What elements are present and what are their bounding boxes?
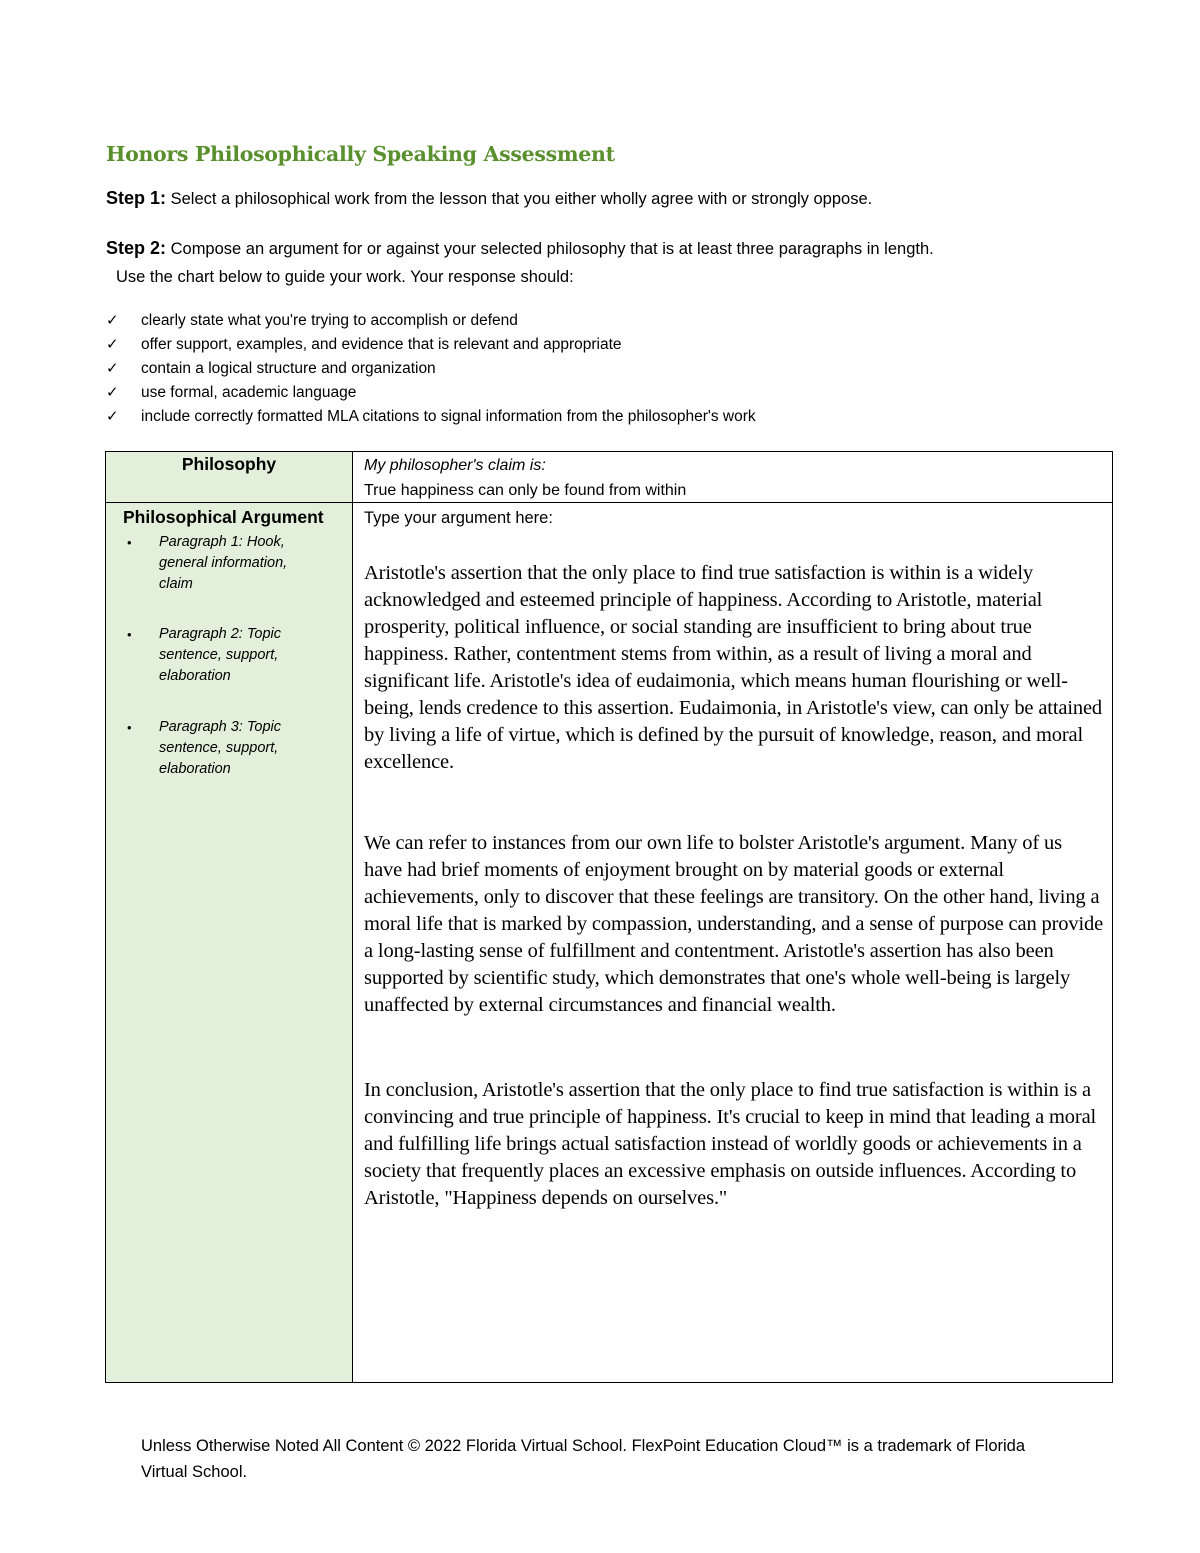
step-2	[106, 238, 934, 259]
checkmark-icon: ✓	[106, 336, 119, 353]
guide-item	[123, 717, 323, 780]
checklist-item	[106, 406, 756, 430]
checklist-item	[106, 334, 756, 358]
step-2-instructions: Use the chart below to guide your work. Your response should:	[116, 268, 574, 286]
chart-column-divider	[352, 451, 353, 1383]
argument-prompt: Type your argument here:	[364, 509, 553, 527]
checkmark-icon: ✓	[106, 312, 119, 329]
checklist-item	[106, 382, 756, 406]
checklist-item-text: use formal, academic language	[141, 384, 357, 401]
checkmark-icon: ✓	[106, 360, 119, 377]
checklist-item-text: offer support, examples, and evidence that is relevant and appropriate	[141, 336, 622, 353]
checkmark-icon: ✓	[106, 384, 119, 401]
claim-label: My philosopher's claim is:	[364, 457, 546, 474]
guide-item-text: Paragraph 2: Topic sentence, support, elaboration	[159, 626, 281, 684]
guide-item	[123, 532, 323, 595]
chart-row-divider	[105, 502, 1113, 503]
checklist-item-text: contain a logical structure and organization	[141, 360, 436, 377]
step-2-text: Compose an argument for or against your selected philosophy that is at least three paragraphs in length.	[166, 240, 934, 258]
guide-item-text: Paragraph 3: Topic sentence, support, elaboration	[159, 719, 281, 777]
step-2-label: Step 2:	[106, 238, 167, 258]
guide-item-text: Paragraph 1: Hook, general information, claim	[159, 534, 288, 592]
chart-border-left	[105, 451, 106, 1383]
checklist-item	[106, 358, 756, 382]
chart-border-bottom	[105, 1382, 1113, 1383]
step-1-text: Select a philosophical work from the lesson that you either wholly agree with or strongly oppose.	[166, 190, 873, 208]
claim-text: True happiness can only be found from within	[364, 482, 687, 499]
bullet-icon: •	[127, 535, 132, 550]
step-1	[106, 188, 872, 209]
argument-chart	[105, 451, 1113, 1383]
guide-item	[123, 624, 323, 687]
checkmark-icon: ✓	[106, 408, 119, 425]
chart-border-top	[105, 451, 1113, 452]
chart-border-right	[1112, 451, 1113, 1383]
checklist-item-text: include correctly formatted MLA citations to signal information from the philosopher's work	[141, 408, 756, 425]
philosophy-header: Philosophy	[181, 454, 277, 474]
requirements-checklist	[106, 310, 756, 430]
argument-paragraph-3: In conclusion, Aristotle's assertion that the only place to find true satisfaction is within is a convincing and true principle of happiness. It's crucial to keep in mind that leading a moral and fulfilling life brings actual satisfaction instead of worldly goods or achievements in a society that frequently places an excessive emphasis on outside influences. According to Aristotle, "Happiness depends on ourselves."	[364, 1079, 1097, 1209]
copyright-footer: Unless Otherwise Noted All Content © 2022 Florida Virtual School. FlexPoint Education Cloud™ is a trademark of Florida Virtual School.	[141, 1437, 1026, 1481]
argument-paragraph-2: We can refer to instances from our own life to bolster Aristotle's argument. Many of us have had brief moments of enjoyment brought on by material goods or external achievements, only to discover that these feelings are transitory. On the other hand, living a moral life that is marked by compassion, understanding, and a sense of purpose can provide a long-lasting sense of fulfillment and contentment. Aristotle's assertion has also been supported by scientific study, which demonstrates that one's whole well-being is largely unaffected by external circumstances and financial wealth.	[364, 832, 1104, 1016]
bullet-icon: •	[127, 627, 132, 642]
checklist-item-text: clearly state what you're trying to accomplish or defend	[141, 312, 518, 329]
argument-paragraph-1: Aristotle's assertion that the only place to find true satisfaction is within is a widely acknowledged and esteemed principle of happiness. According to Aristotle, material prosperity, political influence, or social standing are insufficient to bring about true happiness. Rather, contentment stems from within, as a result of living a moral and significant life. Aristotle's idea of eudaimonia, which means human flourishing or well-being, lends credence to this assertion. Eudaimonia, in Aristotle's view, can only be attained by living a life of virtue, which is defined by the pursuit of knowledge, reason, and moral excellence.	[364, 562, 1103, 773]
document-title: Honors Philosophically Speaking Assessment	[106, 142, 615, 166]
checklist-item	[106, 310, 756, 334]
argument-header: Philosophical Argument	[123, 507, 324, 527]
bullet-icon: •	[127, 720, 132, 735]
step-1-label: Step 1:	[106, 188, 167, 208]
